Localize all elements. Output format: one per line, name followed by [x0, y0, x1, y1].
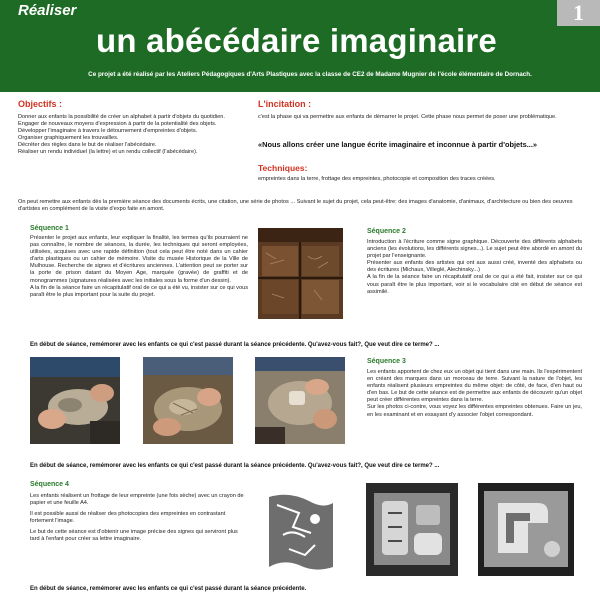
children-clay-photo-1: [30, 357, 120, 444]
sequence4-paragraph: Les enfants réalisent un frottage de leur empreinte (une fois sèche) avec un crayon de papier et une feuille A4.: [30, 493, 244, 507]
header-subtitle: Ce projet a été réalisé par les Ateliers Pédagogiques d'Arts Plastiques avec la classe de CE2 de Madame Mugnier de l'école élémentaire de Dornach.: [88, 71, 532, 78]
sequence3-paragraph: Les enfants apportent de chez eux un objet qui tient dans une main. Ils l'expérimentent en créant des marques dans un morceau de terre. Suivant la nature de l'objet, les enfants réalisent plusieurs empreintes du même objet: de côté, de face, d'en haut ou d'en bas. Le but de cette séance est de permettre aux enfants de découvrir qu'un objet peut créer différentes empreintes dans la terre.: [367, 369, 582, 404]
sequence1-paragraph: A la fin de la séance faire un récapitulatif oral de ce qui a été vu, insister sur ce qui vous paraît être le plus important pour la suite du projet.: [30, 284, 248, 298]
reminder-line-3: En début de séance, remémorer avec les enfants ce qui c'est passé durant la séance précédente.: [30, 586, 307, 592]
sequence2-paragraph: Introduction à l'écriture comme signe graphique. Découverte des différents alphabets anciens (les évolutions, les différents signes...). Le sujet peut être abordé en amont du projet par l'enseignante.: [367, 239, 582, 260]
sequence1-heading: Séquence 1: [30, 225, 69, 232]
sequence2-text: [367, 239, 582, 296]
sequence4-paragraph: Le but de cette séance est d'obtenir une image précise des signes qui serviront plus tard à l'enfant pour créer sa lettre imaginaire.: [30, 529, 238, 543]
techniques-heading: Techniques:: [258, 163, 308, 173]
sequence1-paragraph: Présenter le projet aux enfants, leur expliquer la finalité, les termes qu'ils pourraient ne pas connaître, le nombre de séances, la durée, les techniques qui seront employées, utilisées, acquises avec une rapide définition (tout cela peut être noté dans un cahier d'arts plastiques ou un cahier de mémoire. Visite du musée Historique de la Ville de Mulhouse. Recherche de signes et d'écritures anciennes. L'attention peut se porter sur la porte de prison datant du Moyen Age, marquée (gravée) de graffiti et de monogrammes (signatures réalisées avec les initiales sous la forme d'un dessin).: [30, 235, 248, 284]
prison-door-photo: [258, 228, 343, 319]
sequence3-paragraph: Sur les photos ci-contre, vous voyez les différentes empreintes obtenues. Faire un jeu, en les examinant et en essayant d'y associer l'objet correspondant.: [367, 404, 582, 418]
incitation-heading: L'incitation :: [258, 99, 312, 109]
kicker-label: Réaliser: [18, 2, 77, 19]
objectif-line: Développer l'imaginaire à travers le détournement d'empreintes d'objets.: [18, 128, 198, 135]
rubbing-image: [259, 483, 342, 576]
page-number-badge: 1: [557, 0, 600, 26]
page-title: un abécédaire imaginaire: [96, 22, 497, 59]
children-clay-photo-3: [255, 357, 345, 444]
photocopy-image-2: [478, 483, 574, 576]
sequence4-heading: Séquence 4: [30, 481, 69, 488]
sequence2-heading: Séquence 2: [367, 228, 406, 235]
children-clay-photo-2: [143, 357, 233, 444]
objectifs-heading: Objectifs :: [18, 99, 63, 109]
intro-paragraph: On peut remettre aux enfants dès la première séance des documents écrits, une citation, une série de photos ... Suivant le sujet du projet, cela peut-être: des images d'anatomie, d'animaux, d'architecture ou bien des oeuvres d'artistes en complément de la visite d'expo faite en amont.: [18, 199, 573, 213]
reminder-line-1: En début de séance, remémorer avec les enfants ce qui c'est passé durant la séance précédente. Qu'avez-vous fait?, Que veut dire ce terme? ...: [30, 342, 440, 348]
objectifs-list: [18, 114, 250, 157]
objectif-line: Donner aux enfants la possibilité de créer un alphabet à partir d'objets du quotidien.: [18, 114, 225, 120]
objectif-line: Organiser graphiquement les trouvailles.: [18, 135, 119, 142]
objectif-line: Décréter des règles dans le but de réaliser l'abécédaire.: [18, 142, 157, 149]
incitation-text: c'est la phase qui va permettre aux enfants de démarrer le projet. Cette phase nous permet de poser une problématique.: [258, 114, 557, 120]
sequence2-paragraph: Présenter aux enfants des artistes qui ont aux aussi créé, inventé des alphabets ou des écritures (Michaux, Villeglé, Alechinsky...): [367, 260, 582, 274]
sequence1-text: [30, 235, 248, 299]
sequence3-heading: Séquence 3: [367, 358, 406, 365]
sequence2-paragraph: A la fin de la séance faire un récapitulatif oral de ce qui a été fait, insister sur ce qui vous paraît être le plus important, voir si le vocabulaire cité en début de séance est assimilé.: [367, 274, 582, 295]
objectif-line: Réaliser un rendu individuel (la lettre) et un rendu collectif (l'abécédaire).: [18, 149, 198, 156]
sequence4-text: [30, 493, 246, 544]
photocopy-image-1: [366, 483, 458, 576]
techniques-text: empreintes dans la terre, frottage des empreintes, photocopie et composition des traces créées.: [258, 176, 496, 182]
objectif-line: Engager de nouveaux moyens d'expression à partir de la potentialité des objets.: [18, 121, 217, 128]
sequence3-text: [367, 369, 582, 419]
header-banner: [0, 0, 600, 92]
sequence4-paragraph: Il est possible aussi de réaliser des photocopies des empreintes en contrastant fortement l'image.: [30, 511, 226, 525]
incitation-slogan: «Nous allons créer une langue écrite imaginaire et inconnue à partir d'objets...»: [258, 140, 537, 149]
reminder-line-2: En début de séance, remémorer avec les enfants ce qui c'est passé durant la séance précédente. Qu'avez-vous fait?, Que veut dire ce terme? ...: [30, 463, 440, 469]
